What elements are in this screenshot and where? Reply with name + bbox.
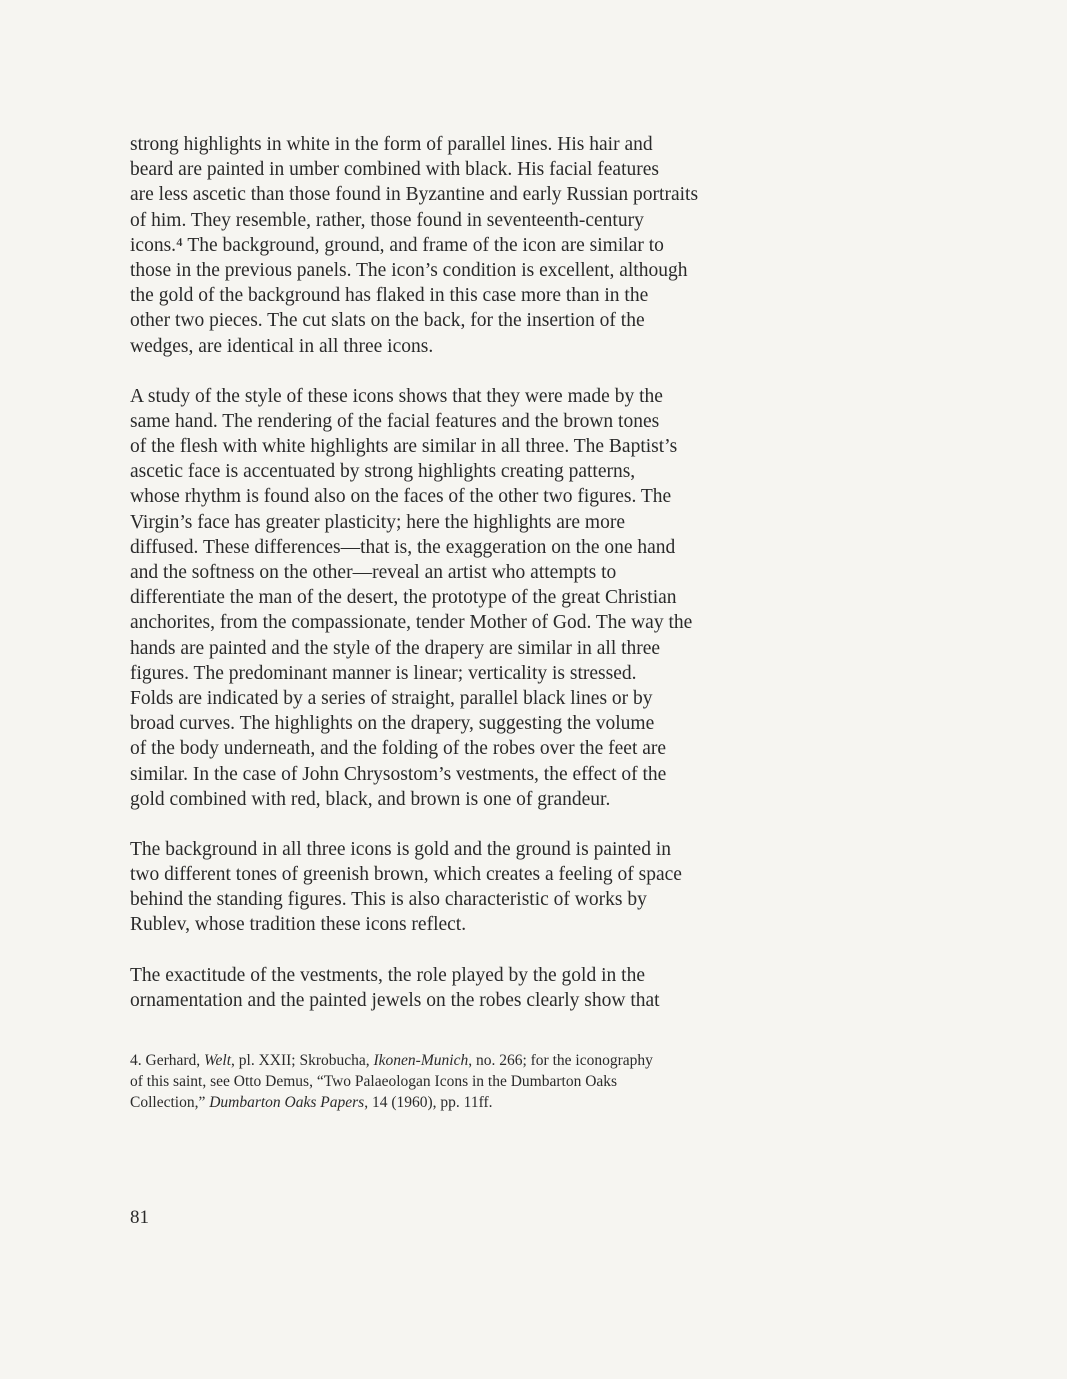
text-line: whose rhythm is found also on the faces of the other two figures. The (130, 486, 672, 508)
footnote-line (130, 1071, 810, 1092)
text-line: figures. The predominant manner is linear; verticality is stressed. (130, 662, 637, 684)
footnote-line (130, 1050, 810, 1071)
text-line: the gold of the background has flaked in this case more than in the (130, 285, 649, 307)
text-line: are less ascetic than those found in Byzantine and early Russian portraits (130, 184, 699, 206)
body-text (130, 132, 810, 1013)
text-line: differentiate the man of the desert, the prototype of the great Christian (130, 587, 677, 609)
text-line: beard are painted in umber combined with black. His facial features (130, 159, 659, 181)
italic-title: Ikonen-Munich (373, 1052, 469, 1069)
text-line: hands are painted and the style of the drapery are similar in all three (130, 637, 661, 659)
footnote-text: of this saint, see Otto Demus, “Two Palaeologan Icons in the Dumbarton Oaks (130, 1073, 618, 1090)
text-line: and the softness on the other—reveal an artist who attempts to (130, 562, 617, 583)
italic-title: Welt (204, 1052, 232, 1069)
text-line: of the body underneath, and the folding of the robes over the feet are (130, 738, 667, 760)
paragraph (130, 132, 810, 359)
text-line: strong highlights in white in the form of parallel lines. His hair and (130, 134, 653, 155)
footnote (130, 1050, 810, 1113)
text-line: Folds are indicated by a series of straight, parallel black lines or by (130, 687, 653, 709)
footnote-text: , pl. XXII; Skrobucha, (231, 1052, 374, 1069)
footnote-text: , 14 (1960), pp. 11ff. (364, 1094, 493, 1111)
text-line: broad curves. The highlights on the drapery, suggesting the volume (130, 713, 655, 735)
text-line: behind the standing figures. This is also characteristic of works by (130, 889, 647, 911)
footnote-text: , no. 266; for the iconography (468, 1052, 653, 1069)
paragraph (130, 963, 810, 1013)
text-line: of him. They resemble, rather, those found in seventeenth-century (130, 209, 644, 231)
text-line: gold combined with red, black, and brown is one of grandeur. (130, 788, 611, 810)
text-line: The background in all three icons is gold and the ground is painted in (130, 838, 672, 860)
text-line: diffused. These differences—that is, the exaggeration on the one hand (130, 536, 676, 558)
text-line: ornamentation and the painted jewels on the robes clearly show that (130, 989, 660, 1011)
footnote-line (130, 1092, 810, 1113)
italic-title: Dumbarton Oaks Papers (209, 1094, 365, 1111)
text-line: icons.⁴ The background, ground, and frame of the icon are similar to (130, 234, 664, 256)
text-line: other two pieces. The cut slats on the back, for the insertion of the (130, 310, 645, 332)
text-line: ascetic face is accentuated by strong highlights creating patterns, (130, 461, 636, 483)
paragraph (130, 837, 810, 938)
text-line: two different tones of greenish brown, which creates a feeling of space (130, 864, 682, 886)
text-line: The exactitude of the vestments, the role played by the gold in the (130, 964, 645, 986)
text-line: wedges, are identical in all three icons. (130, 335, 434, 357)
text-line: Virgin’s face has greater plasticity; here the highlights are more (130, 511, 626, 533)
text-line: anchorites, from the compassionate, tender Mother of God. The way the (130, 612, 693, 634)
text-line: of the flesh with white highlights are similar in all three. The Baptist’s (130, 436, 678, 458)
paragraph (130, 384, 810, 812)
text-line: those in the previous panels. The icon’s condition is excellent, although (130, 259, 688, 281)
text-line: Rublev, whose tradition these icons reflect. (130, 914, 467, 936)
text-line: same hand. The rendering of the facial features and the brown tones (130, 410, 660, 432)
text-line: A study of the style of these icons shows that they were made by the (130, 385, 663, 407)
footnote-text: Collection,” (130, 1094, 210, 1111)
text-line: similar. In the case of John Chrysostom’s vestments, the effect of the (130, 763, 667, 785)
page-number: 81 (130, 1207, 149, 1228)
footnote-text: 4. Gerhard, (130, 1052, 205, 1069)
